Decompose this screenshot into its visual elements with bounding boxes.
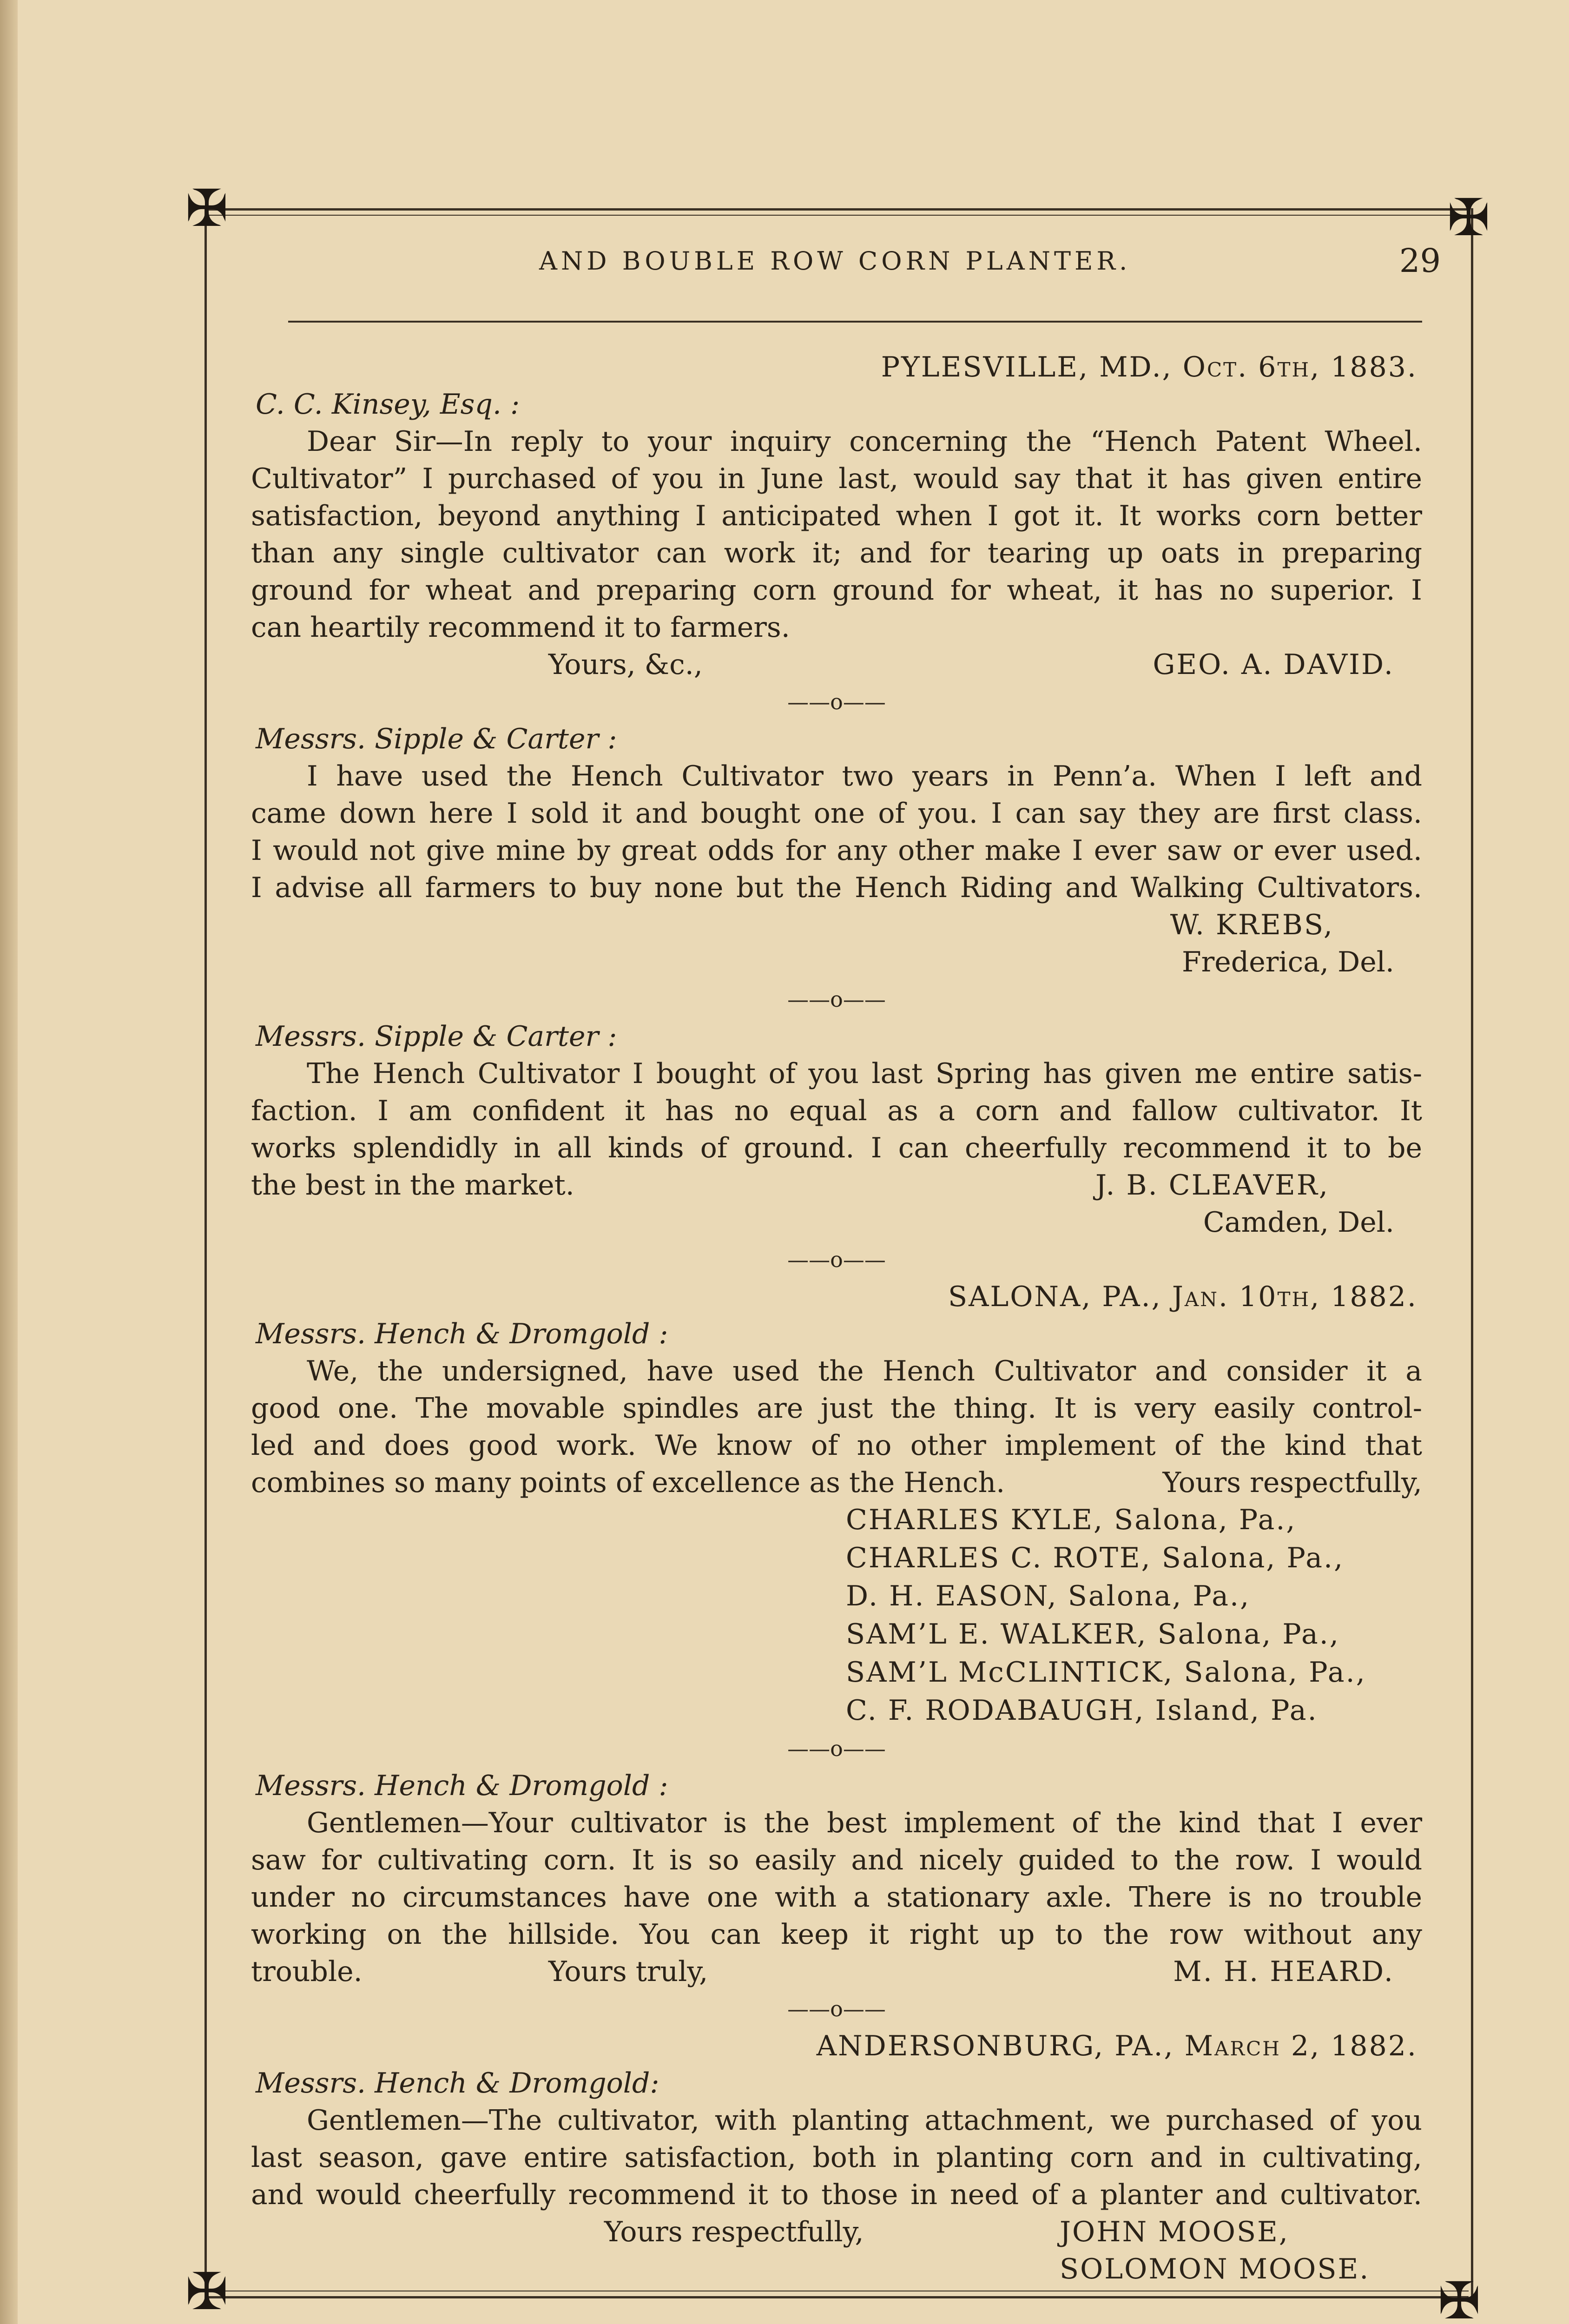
frame-bottom-rule: [207, 2296, 1469, 2298]
letter-line: Gentlemen—Your cultivator is the best implement of the kind that I ever: [307, 1807, 1422, 1839]
place-date: PYLESVILLE, MD., Oct. 6th, 1883.: [881, 351, 1417, 383]
salutation: Messrs. Sipple & Carter :: [256, 723, 617, 755]
signature-row: [251, 646, 1422, 683]
letter-line: than any single cultivator can work it; and for tearing up oats in preparing: [251, 537, 1422, 569]
signature: M. H. HEARD.: [1173, 1955, 1394, 1988]
letter-line: the best in the market.: [251, 1169, 574, 1202]
letter-line: works splendidly in all kinds of ground. I can cheerfully recommend it to be: [251, 1132, 1422, 1164]
header-title: AND BOUBLE ROW CORN PLANTER.: [539, 246, 1131, 276]
signer: D. H. EASON, Salona, Pa.,: [846, 1580, 1251, 1612]
letter-line: led and does good work. We know of no other implement of the kind that: [251, 1429, 1422, 1462]
letter-line: satisfaction, beyond anything I anticipated when I got it. It works corn better: [251, 500, 1422, 532]
letter-line: Cultivator” I purchased of you in June last, would say that it has given entire: [251, 462, 1422, 495]
letter-line: I have used the Hench Cultivator two years in Penn’a. When I left and: [307, 760, 1422, 792]
maltese-cross-icon: ✠: [185, 2262, 229, 2321]
letter-line: Gentlemen—The cultivator, with planting attachment, we purchased of you: [307, 2104, 1422, 2137]
page-body: [251, 349, 1422, 2288]
letter-line: The Hench Cultivator I bought of you last Spring has given me entire satis-: [307, 1057, 1422, 1090]
frame-top-rule-inner: [207, 215, 1469, 216]
letter-line: saw for cultivating corn. It is so easily and nicely guided to the row. I would: [251, 1844, 1422, 1876]
letter-line: good one. The movable spindles are just the thing. It is very easily control-: [251, 1392, 1422, 1425]
letter-line: We, the undersigned, have used the Hench Cultivator and consider it a: [307, 1355, 1422, 1387]
closing: Yours, &c.,: [548, 648, 703, 681]
signature: J. B. CLEAVER,: [1095, 1169, 1329, 1202]
letter-line: I advise all farmers to buy none but the Hench Riding and Walking Cultivators.: [251, 872, 1422, 904]
letter-line: can heartily recommend it to farmers.: [251, 611, 790, 644]
salutation: Messrs. Hench & Dromgold:: [256, 2067, 659, 2100]
letter-line: ground for wheat and preparing corn ground for wheat, it has no superior. I: [251, 574, 1422, 607]
signature-location: Camden, Del.: [1203, 1206, 1394, 1239]
salutation: Messrs. Hench & Dromgold :: [256, 1318, 668, 1350]
section-divider: ——o——: [787, 1996, 886, 2021]
signature: JOHN MOOSE,: [1060, 2216, 1289, 2248]
signature-row: [251, 2251, 1422, 2288]
signer: CHARLES C. ROTE, Salona, Pa.,: [846, 1542, 1345, 1574]
place-date: ANDERSONBURG, PA., March 2, 1882.: [816, 2030, 1417, 2062]
closing: Yours respectfully,: [1162, 1466, 1422, 1499]
section-divider: ——o——: [787, 1247, 886, 1272]
frame-top-rule: [207, 208, 1469, 211]
signature: SOLOMON MOOSE.: [1060, 2253, 1370, 2285]
salutation: C. C. Kinsey, Esq. :: [256, 388, 520, 421]
signer: C. F. RODABAUGH, Island, Pa.: [846, 1694, 1318, 1727]
maltese-cross-icon: ✠: [1447, 188, 1490, 247]
letter-line: last season, gave entire satisfaction, both in planting corn and in cultivating,: [251, 2141, 1422, 2174]
closing: Yours respectfully,: [604, 2216, 864, 2248]
letter-line: combines so many points of excellence as the Hench.: [251, 1466, 1005, 1499]
letter-line: Dear Sir—In reply to your inquiry concerning the “Hench Patent Wheel.: [307, 425, 1422, 458]
signer: CHARLES KYLE, Salona, Pa.,: [846, 1504, 1297, 1536]
signature-location: Frederica, Del.: [1181, 946, 1394, 978]
closing: Yours truly,: [548, 1955, 708, 1988]
signature: W. KREBS,: [1170, 909, 1334, 941]
signer: SAM’L E. WALKER, Salona, Pa.,: [846, 1618, 1340, 1651]
letter-line: faction. I am confident it has no equal as a corn and fallow cultivator. It: [251, 1095, 1422, 1127]
letter-line: working on the hillside. You can keep it right up to the row without any: [251, 1918, 1422, 1951]
signer-list: [846, 1501, 1422, 1730]
signer: SAM’L McCLINTICK, Salona, Pa.,: [846, 1656, 1366, 1689]
place-date: SALONA, PA., Jan. 10th, 1882.: [948, 1281, 1417, 1313]
maltese-cross-icon: ✠: [185, 178, 229, 238]
signature-row: [251, 1464, 1422, 1501]
page-number: 29: [1399, 242, 1441, 280]
letter-line: trouble.: [251, 1955, 363, 1988]
running-header: [260, 242, 1441, 284]
maltese-cross-icon: ✠: [1437, 2271, 1481, 2324]
letter-line: under no circumstances have one with a stationary axle. There is no trouble: [251, 1881, 1422, 1914]
header-rule: [288, 321, 1422, 323]
letter-line: came down here I sold it and bought one of you. I can say they are first class.: [251, 797, 1422, 830]
signature-row: [251, 1167, 1422, 1204]
salutation: Messrs. Hench & Dromgold :: [256, 1769, 668, 1802]
letter-line: and would cheerfully recommend it to those in need of a planter and cultivator.: [251, 2179, 1422, 2211]
signature-row: [251, 1953, 1422, 1990]
page-edge: [0, 0, 18, 2324]
section-divider: ——o——: [787, 987, 886, 1012]
letter-line: I would not give mine by great odds for any other make I ever saw or ever used.: [251, 834, 1422, 867]
section-divider: ——o——: [787, 689, 886, 714]
section-divider: ——o——: [787, 1736, 886, 1761]
salutation: Messrs. Sipple & Carter :: [256, 1020, 617, 1053]
signature-row: [251, 2213, 1422, 2251]
signature: GEO. A. DAVID.: [1153, 648, 1394, 681]
